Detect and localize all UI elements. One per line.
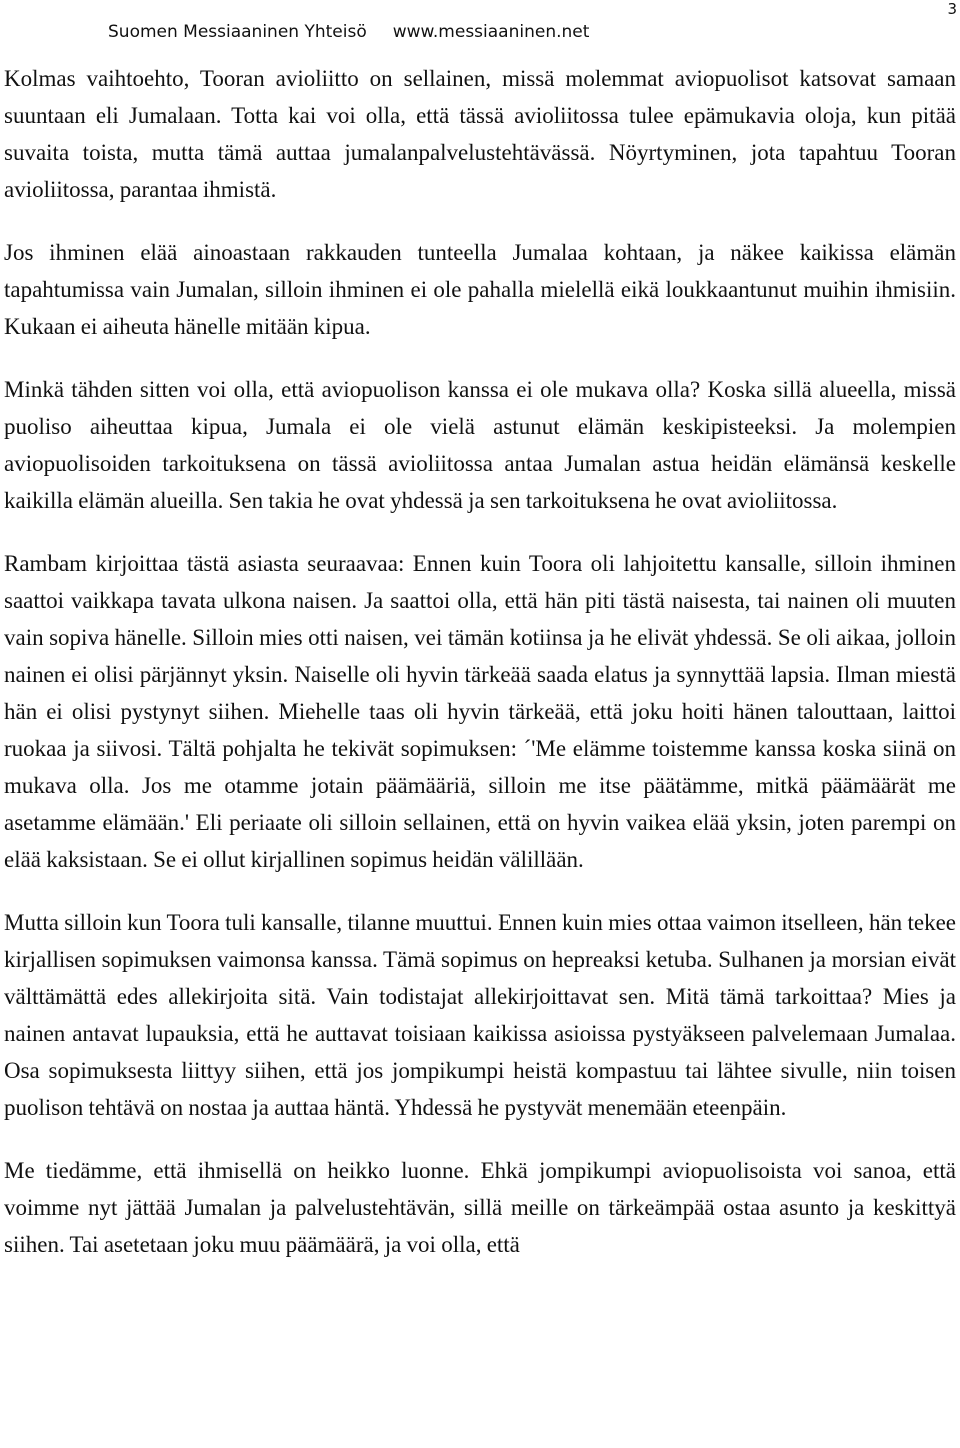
document-body [4, 60, 956, 1263]
page-header [108, 22, 589, 42]
header-website[interactable]: www.messiaaninen.net [392, 22, 590, 42]
paragraph-3: Minkä tähden sitten voi olla, että aviopuolison kanssa ei ole mukava olla? Koska sillä alueella, missä puoliso aiheuttaa kipua, Jumala ei ole vielä astunut elämän keskipisteeksi. Ja molempien aviopuolisoiden tarkoituksena on tässä avioliitossa antaa Jumalan astua heidän elämänsä keskelle kaikilla elämän alueilla. Sen takia he ovat yhdessä ja sen tarkoituksena he ovat avioliitossa. [4, 377, 956, 513]
page-number: 3 [947, 0, 957, 18]
paragraph-5: Mutta silloin kun Toora tuli kansalle, tilanne muuttui. Ennen kuin mies ottaa vaimon itselleen, hän tekee kirjallisen sopimuksen vaimonsa kanssa. Tämä sopimus on hepreaksi ketuba. Sulhanen ja morsian eivät välttämättä edes allekirjoita sitä. Vain todistajat allekirjoittavat sen. Mitä tämä tarkoittaa? Mies ja nainen antavat lupauksia, että he auttavat toisiaan kaikissa asioissa pystyäkseen palvelemaan Jumalaa. Osa sopimuksesta liittyy siihen, että jos jompikumpi heistä kompastuu tai lähtee sivulle, niin toisen puolison tehtävä on nostaa ja auttaa häntä. Yhdessä he pystyvät menemään eteenpäin. [4, 910, 956, 1120]
paragraph-4: Rambam kirjoittaa tästä asiasta seuraavaa: Ennen kuin Toora oli lahjoitettu kansalle, silloin ihminen saattoi vaikkapa tavata ulkona naisen. Ja saattoi olla, että hän piti tästä naisesta, tai nainen oli muuten vain sopiva hänelle. Silloin mies otti naisen, vei tämän kotiinsa ja he elivät yhdessä. Se oli aikaa, jolloin nainen ei olisi pärjännyt yksin. Naiselle oli hyvin tärkeää saada elatus ja synnyttää lapsia. Ilman miestä hän ei olisi pystynyt siihen. Miehelle taas oli hyvin tärkeää, että joku hoiti hänen talouttaan, laittoi ruokaa ja siivosi. Tältä pohjalta he tekivät sopimuksen: ´'Me elämme toistemme kanssa koska siinä on mukava olla. Jos me otamme jotain päämääriä, silloin me itse päätämme, mitkä päämäärät me asetamme elämään.' Eli periaate oli silloin sellainen, että on hyvin vaikea elää yksin, joten parempi on elää kaksistaan. Se ei ollut kirjallinen sopimus heidän välillään. [4, 551, 956, 872]
paragraph-2: Jos ihminen elää ainoastaan rakkauden tunteella Jumalaa kohtaan, ja näkee kaikissa elämän tapahtumissa vain Jumalan, silloin ihminen ei ole pahalla mielellä eikä loukkaantunut muihin ihmisiin. Kukaan ei aiheuta hänelle mitään kipua. [4, 240, 956, 339]
paragraph-1: Kolmas vaihtoehto, Tooran avioliitto on sellainen, missä molemmat aviopuolisot katsovat samaan suuntaan eli Jumalaan. Totta kai voi olla, että tässä avioliitossa tulee epämukavia oloja, kun pitää suvaita toista, mutta tämä auttaa jumalanpalvelustehtävässä. Nöyrtyminen, jota tapahtuu Tooran avioliitossa, parantaa ihmistä. [4, 66, 956, 202]
header-organization: Suomen Messiaaninen Yhteisö [108, 22, 367, 42]
paragraph-6: Me tiedämme, että ihmisellä on heikko luonne. Ehkä jompikumpi aviopuolisoista voi sanoa, että voimme nyt jättää Jumalan ja palvelustehtävän, sillä meille on tärkeämpää ostaa asunto ja keskittyä siihen. Tai asetetaan joku muu päämäärä, ja voi olla, että [4, 1158, 956, 1257]
